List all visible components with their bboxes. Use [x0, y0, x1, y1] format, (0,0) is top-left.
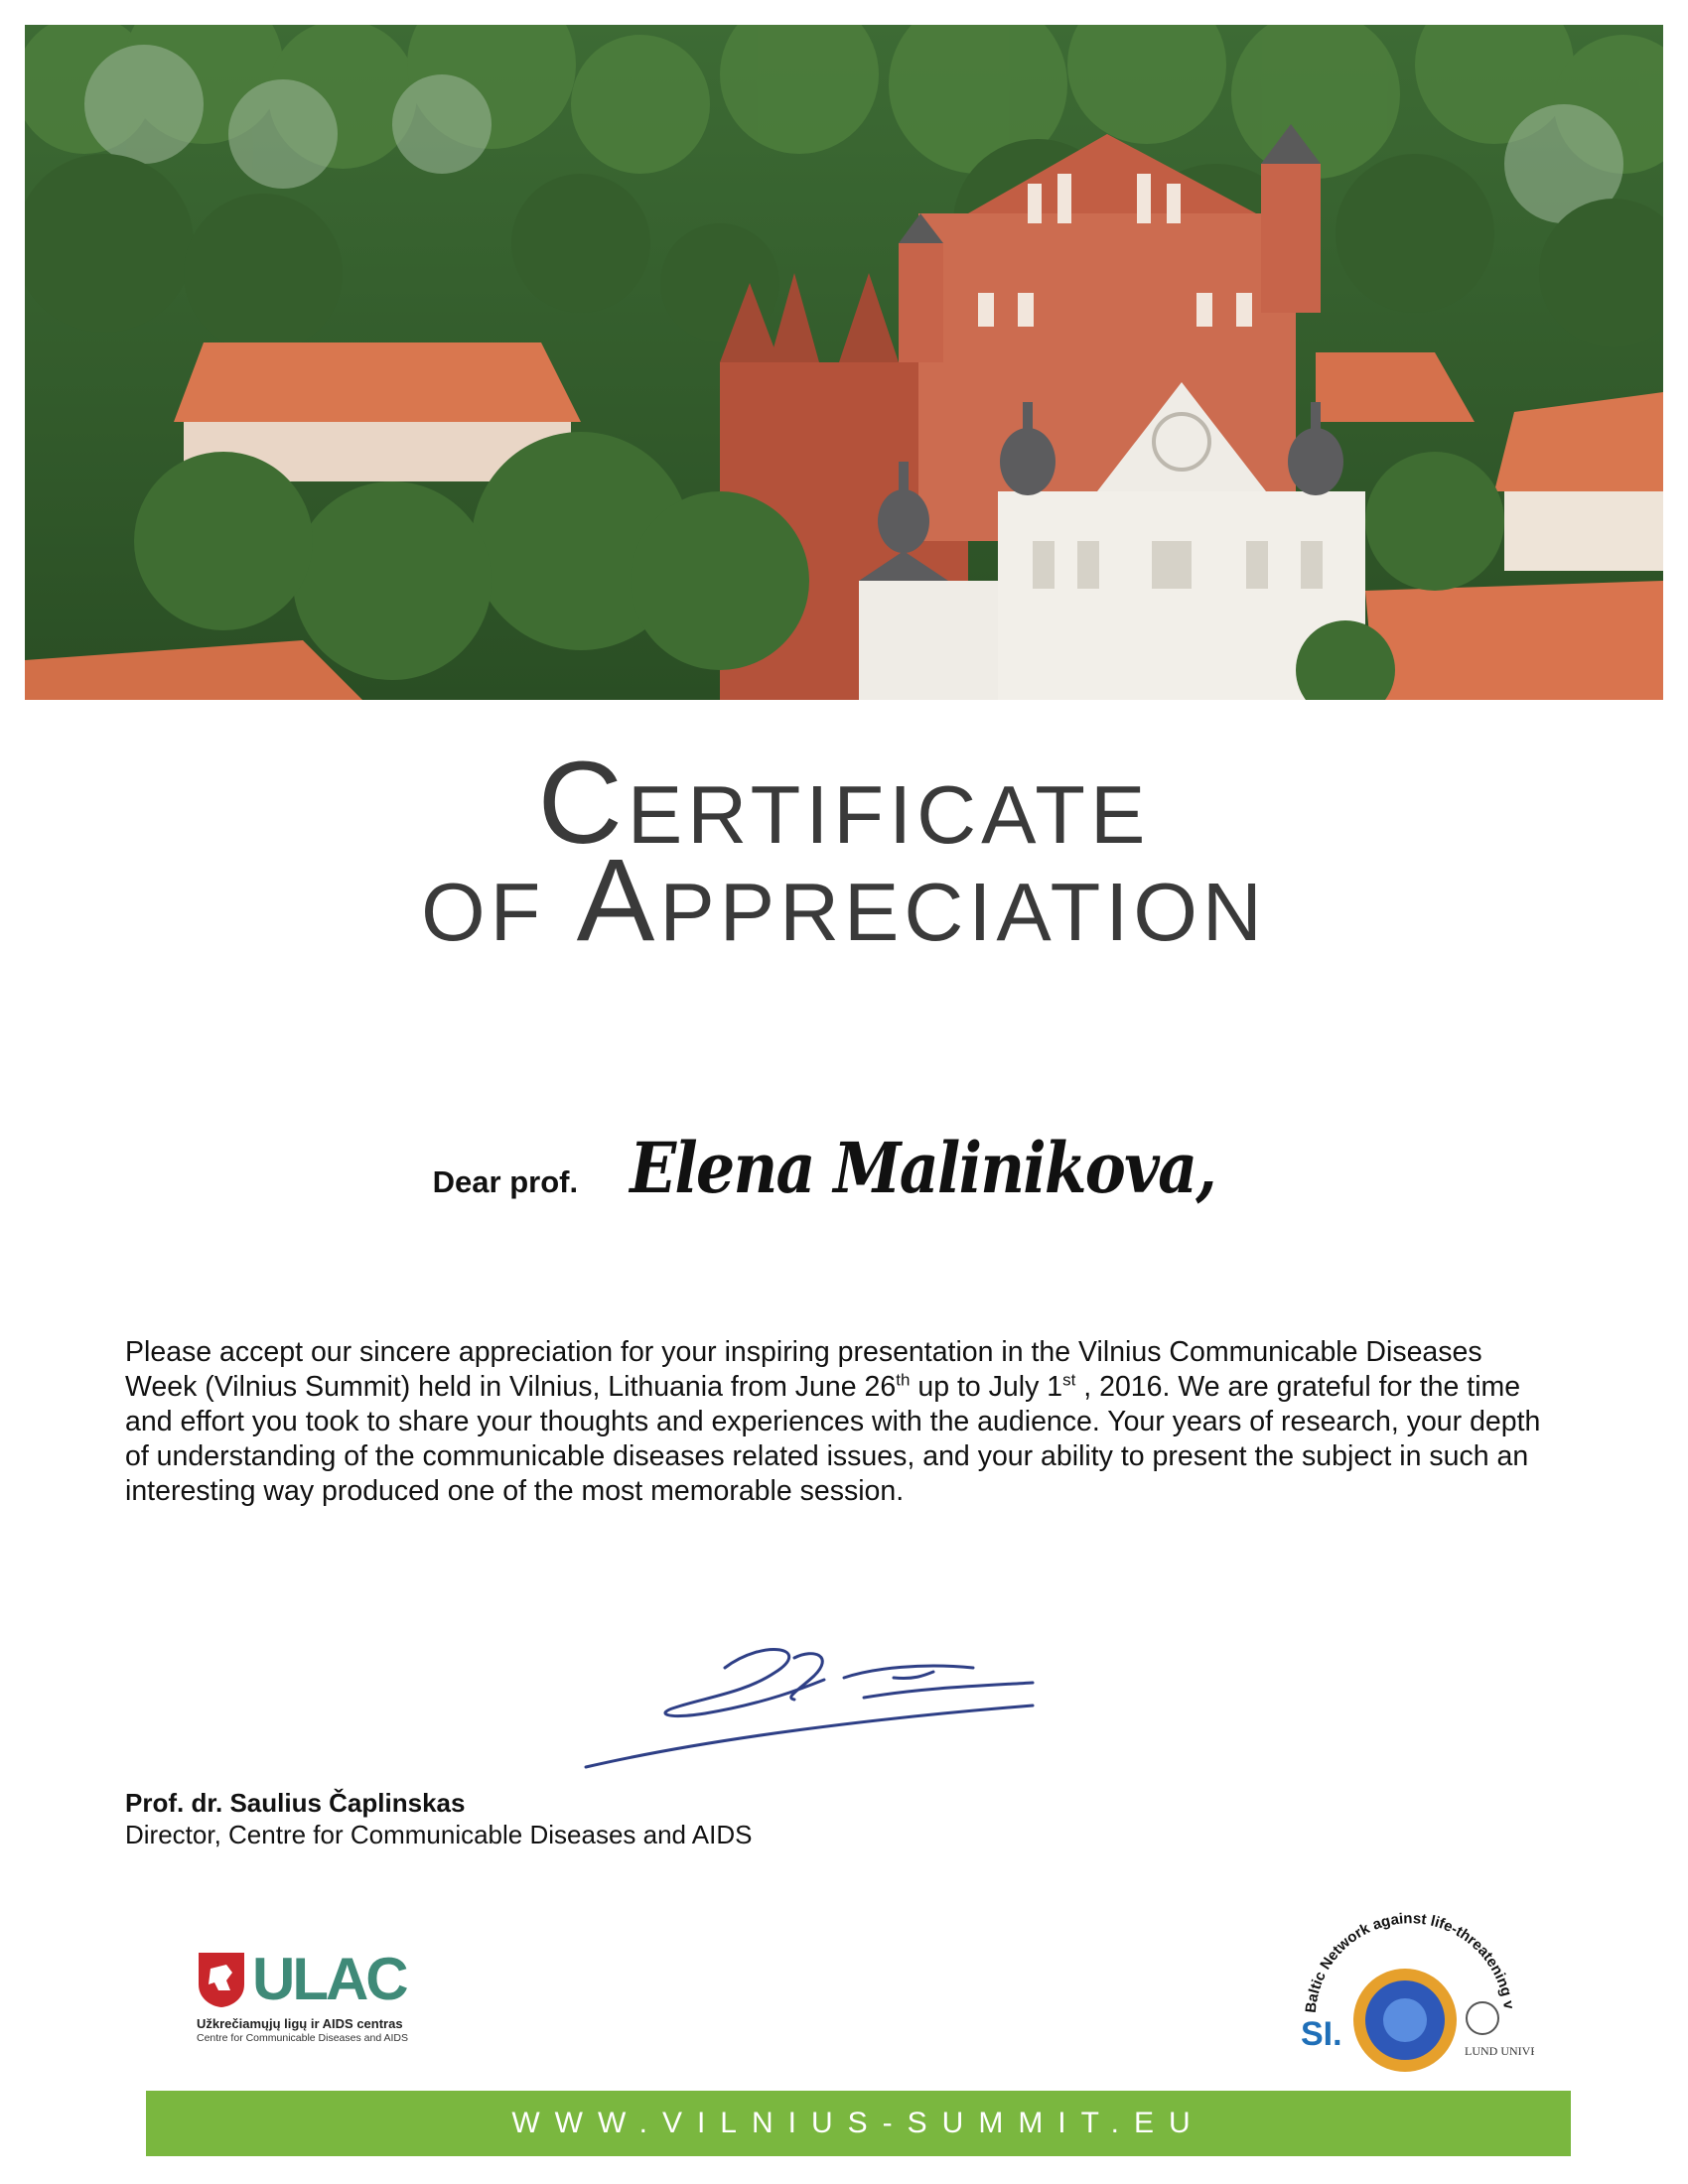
title-line-2: of Appreciation — [421, 835, 1267, 966]
signer-role: Director, Centre for Communicable Diseases and AIDS — [125, 1820, 753, 1849]
signature — [566, 1628, 1182, 1787]
ulac-wordmark: ULAC — [252, 1946, 406, 2012]
body-sup-2: st — [1062, 1370, 1076, 1390]
header-photo — [25, 25, 1663, 700]
greeting — [0, 1127, 1688, 1209]
vilnius-churches-photo-icon — [25, 25, 1663, 700]
certificate-body — [125, 1335, 1555, 1509]
body-sup-1: th — [896, 1370, 911, 1390]
body-text-part-3: , 2016. We are grateful for the time and effort you took to share your thoughts and experiences with the audience. Your years of research, your depth of understanding of the communicable diseases related issues, and your ability to present the subject in such an interesting way produced one of the most memorable session. — [125, 1371, 1541, 1507]
recipient-name: Elena Malinikova, — [630, 1127, 1216, 1209]
signature-icon — [566, 1628, 1182, 1787]
title-line-1: Certificate — [537, 738, 1151, 869]
baltic-arc-text: Baltic Network against life-threatening v — [1302, 1910, 1517, 2014]
footer-banner — [146, 2091, 1571, 2156]
ulac-logo — [197, 1946, 425, 2050]
signer-name: Prof. dr. Saulius Čaplinskas — [125, 1788, 466, 1818]
baltic-network-logo — [1276, 1891, 1534, 2080]
lithuania-coat-of-arms-icon — [197, 1951, 246, 2008]
certificate-title — [0, 738, 1688, 966]
ulac-subtitle-lt: Užkrečiamųjų ligų ir AIDS centras — [197, 2016, 403, 2031]
ulac-subtitle-en: Centre for Communicable Diseases and AIDS — [197, 2032, 409, 2044]
si-label: SI. — [1301, 2015, 1342, 2053]
greeting-prefix: Dear prof. — [432, 1164, 579, 1199]
body-text-part-2: up to July 1 — [910, 1371, 1063, 1403]
body-text-part-1: Please accept our sincere appreciation for your inspiring presentation in the Vilnius Communicable Diseases Week (Vilnius Summit) held in Vilnius, Lithuania from June 26 — [125, 1336, 1482, 1403]
signer-block — [125, 1787, 753, 1850]
footer-url[interactable]: WWW.VILNIUS-SUMMIT.EU — [511, 2107, 1205, 2139]
body-paragraph — [125, 1335, 1555, 1509]
lund-label: LUND UNIVE — [1465, 2044, 1534, 2058]
baltic-network-logo-icon — [1276, 1891, 1534, 2080]
